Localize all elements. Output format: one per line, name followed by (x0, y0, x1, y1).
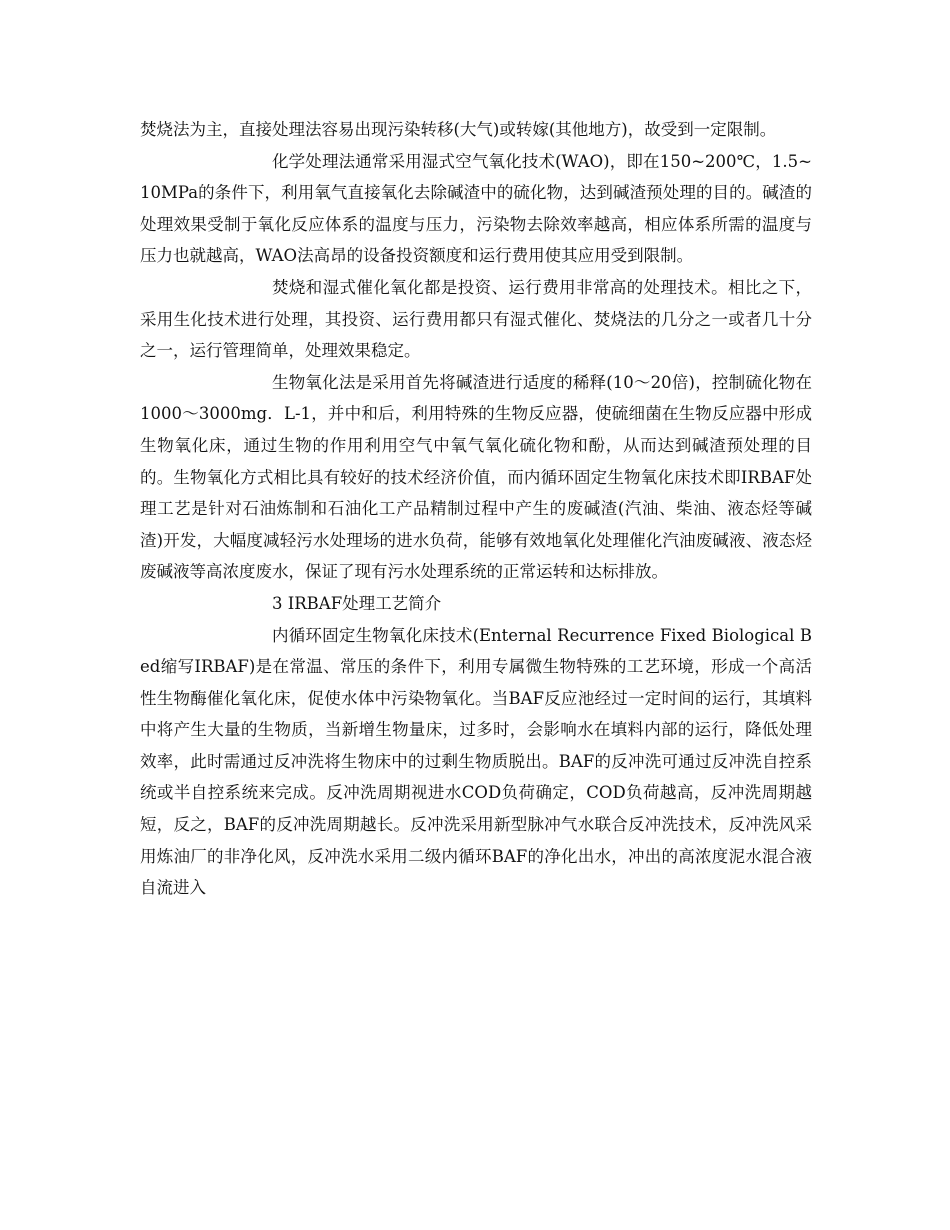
paragraph-irbaf-description: 内循环固定生物氧化床技术(Enternal Recurrence Fixed Biological Bed缩写IRBAF)是在常温、常压的条件下，利用专属微生物特殊的工艺环境，形成一个高活性生物酶催化氧化床，促使水体中污染物氧化。当BAF反应池经过一定时间的运行，其填料中将产生大量的生物质，当新增生物量床，过多时，会影响水在填料内部的运行，降低处理效率，此时需通过反冲洗将生物床中的过剩生物质脱出。BAF的反冲洗可通过反冲洗自控系统或半自控系统来完成。反冲洗周期视进水COD负荷确定，COD负荷越高，反冲洗周期越短，反之，BAF的反冲洗周期越长。反冲洗采用新型脉冲气水联合反冲洗技术，反冲洗风采用炼油厂的非净化风，反冲洗水采用二级内循环BAF的净化出水，冲出的高浓度泥水混合液自流进入 (140, 625, 812, 898)
paragraph-continuation: 焚烧法为主，直接处理法容易出现污染转移(大气)或转嫁(其他地方)，故受到一定限制。 (140, 120, 777, 139)
paragraph-wet-air-oxidation: 化学处理法通常采用湿式空气氧化技术(WAO)，即在150~200℃，1.5~10MPa的条件下，利用氧气直接氧化去除碱渣中的硫化物，达到碱渣预处理的目的。碱渣的处理效果受制于氧化反应体系的温度与压力，污染物去除效率越高，相应体系所需的温度与压力也就越高，WAO法高昂的设备投资额度和运行费用使其应用受到限制。 (140, 151, 812, 266)
section-heading-irbaf: 3 IRBAF处理工艺简介 (272, 593, 442, 613)
paragraph-biological-oxidation: 生物氧化法是采用首先将碱渣进行适度的稀释(10～20倍)，控制硫化物在1000～3000mg．L-1，并中和后，利用特殊的生物反应器，使硫细菌在生物反应器中形成生物氧化床，通过生物的作用利用空气中氧气氧化硫化物和酚，从而达到碱渣预处理的目的。生物氧化方式相比具有较好的技术经济价值，而内循环固定生物氧化床技术即IRBAF处理工艺是针对石油炼制和石油化工产品精制过程中产生的废碱渣(汽油、柴油、液态烃等碱渣)开发，大幅度减轻污水处理场的进水负荷，能够有效地氧化处理催化汽油废碱液、液态烃废碱液等高浓度废水，保证了现有污水处理系统的正常运转和达标排放。 (140, 372, 812, 582)
paragraph-cost-comparison: 焚烧和湿式催化氧化都是投资、运行费用非常高的处理技术。相比之下，采用生化技术进行处理，其投资、运行费用都只有湿式催化、焚烧法的几分之一或者几十分之一，运行管理简单，处理效果稳定。 (140, 277, 812, 361)
document-page (140, 114, 812, 904)
